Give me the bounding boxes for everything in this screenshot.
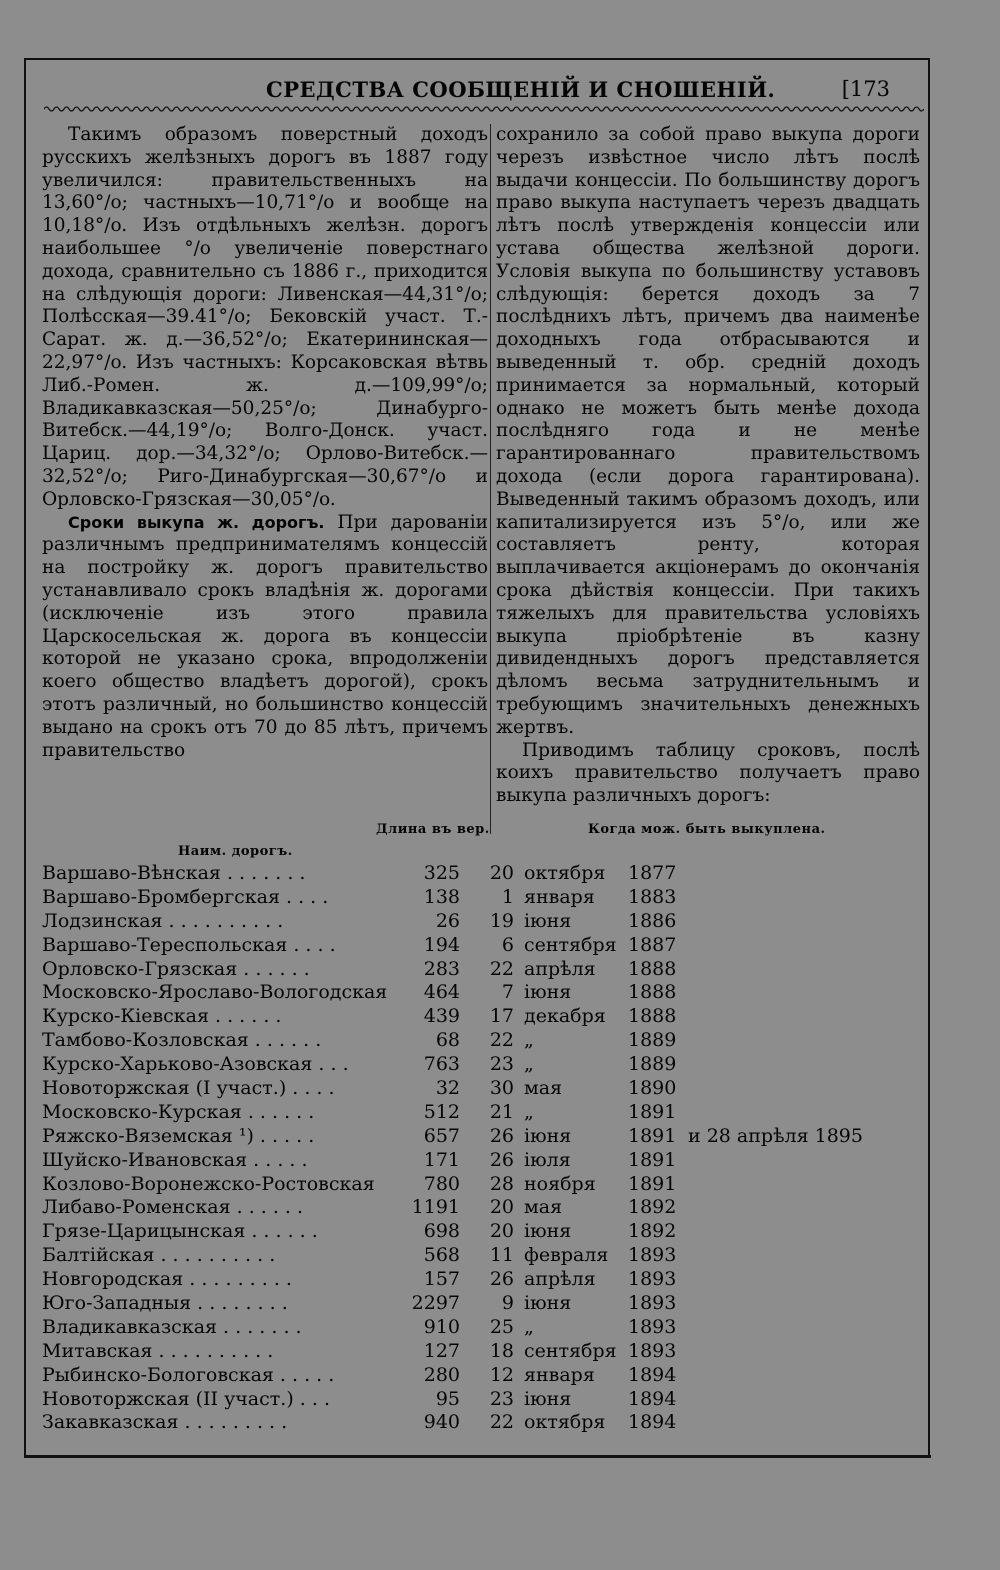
buyout-year: 1887 xyxy=(628,933,677,956)
buyout-day: 12 xyxy=(489,1363,514,1386)
table-row xyxy=(40,1316,920,1340)
railway-name: Юго-Западныя . . . . . . . . xyxy=(42,1292,288,1315)
table-row xyxy=(40,1364,920,1388)
table-header-name: Наим. дорогъ. xyxy=(178,844,293,859)
table-row xyxy=(40,1196,920,1220)
railway-length: 68 xyxy=(435,1029,460,1052)
buyout-note: и 28 апрѣля 1895 xyxy=(688,1124,863,1147)
bottom-rule xyxy=(25,1455,931,1458)
railway-name: Закавказская . . . . . . . . . xyxy=(42,1411,288,1434)
buyout-day: 22 xyxy=(489,957,514,980)
railway-length: 171 xyxy=(423,1148,460,1171)
section-heading: Сроки выкупа ж. дорогъ. xyxy=(68,512,325,532)
paragraph-revenue: Такимъ образомъ поверстный доходъ русскихъ желѣзныхъ дорогъ въ 1887 году увеличился: правительственныхъ на 13,60°/o; частныхъ—10,71°/o и вообще на 10,18°/o. Изъ отдѣльныхъ желѣзн. дорогъ наибольшее °/o увеличеніе поверстнаго дохода, сравнительно съ 1886 г., приходится на слѣдующія дороги: Ливенская—44,31°/o; Полѣсская—39.41°/o; Бековскій участ. Т.-Сарат. ж. д.—36,52°/o; Екатерининская—22,97°/o. Изъ частныхъ: Корсаковская вѣтвь Либ.-Ромен. ж. д.—109,99°/o; Владикавказская—50,25°/o; Динабурго-Витебск.—44,19°/o; Волго-Донск. участ. Цариц. дор.—34,32°/o; Орлово-Витебск.—32,52°/o; Риго-Динабургская—30,67°/o и Орловско-Грязская—30,05°/o. xyxy=(42,124,488,510)
buyout-month: октября xyxy=(524,1411,606,1434)
railway-length: 940 xyxy=(423,1411,460,1434)
table-row xyxy=(40,1340,920,1364)
paragraph-table-intro: Приводимъ таблицу сроковъ, послѣ коихъ правительство получаетъ право выкупа различныхъ дорогъ: xyxy=(496,739,920,807)
buyout-day: 20 xyxy=(489,1220,514,1243)
buyout-month: апрѣля xyxy=(524,957,596,980)
railway-length: 698 xyxy=(423,1220,460,1243)
buyout-year: 1892 xyxy=(628,1220,677,1243)
railway-name: Курско-Харьково-Азовская . . . xyxy=(42,1053,349,1076)
buyout-day: 19 xyxy=(489,909,514,932)
wavy-rule xyxy=(44,104,924,114)
document-page xyxy=(24,58,930,1458)
buyout-month: іюня xyxy=(524,1220,572,1243)
railway-name: Лодзинская . . . . . . . . . . xyxy=(42,909,284,932)
railway-length: 26 xyxy=(435,909,460,932)
railway-length: 439 xyxy=(423,1005,460,1028)
buyout-year: 1892 xyxy=(628,1196,677,1219)
buyout-year: 1891 xyxy=(628,1148,677,1171)
buyout-year: 1891 xyxy=(628,1124,677,1147)
buyout-month: сентября xyxy=(524,933,617,956)
table-row xyxy=(40,1220,920,1244)
table-row xyxy=(40,910,920,934)
railway-name: Новоторжская (I участ.) . . . . xyxy=(42,1077,335,1100)
buyout-day: 26 xyxy=(489,1268,514,1291)
buyout-day: 22 xyxy=(489,1029,514,1052)
buyout-year: 1894 xyxy=(628,1411,677,1434)
table-row xyxy=(40,1149,920,1173)
buyout-month: января xyxy=(524,1363,595,1386)
buyout-year: 1893 xyxy=(628,1244,677,1267)
railway-length: 194 xyxy=(423,933,460,956)
buyout-day: 23 xyxy=(489,1053,514,1076)
buyout-month: „ xyxy=(524,1053,534,1076)
buyout-month: „ xyxy=(524,1100,534,1123)
buyout-year: 1883 xyxy=(628,885,677,908)
railway-length: 1191 xyxy=(411,1196,460,1219)
railway-name: Варшаво-Бромбергская . . . . xyxy=(42,885,329,908)
railway-length: 32 xyxy=(435,1077,460,1100)
railway-name: Новгородская . . . . . . . . . xyxy=(42,1268,292,1291)
railway-length: 2297 xyxy=(411,1292,460,1315)
page-title: СРЕДСТВА СООБЩЕНІЙ И СНОШЕНІЙ. xyxy=(266,77,776,102)
railway-length: 138 xyxy=(423,885,460,908)
buyout-day: 23 xyxy=(489,1387,514,1410)
buyout-month: ноября xyxy=(524,1172,596,1195)
buyout-month: сентября xyxy=(524,1339,617,1362)
buyout-day: 28 xyxy=(489,1172,514,1195)
railway-length: 157 xyxy=(423,1268,460,1291)
railway-length: 568 xyxy=(423,1244,460,1267)
buyout-month: іюня xyxy=(524,1124,572,1147)
buyout-year: 1890 xyxy=(628,1077,677,1100)
table-row xyxy=(40,1292,920,1316)
buyout-month: декабря xyxy=(524,1005,606,1028)
table-row xyxy=(40,1005,920,1029)
railway-length: 280 xyxy=(423,1363,460,1386)
buyout-day: 18 xyxy=(489,1339,514,1362)
buyout-month: іюня xyxy=(524,909,572,932)
buyout-day: 26 xyxy=(489,1124,514,1147)
railway-length: 464 xyxy=(423,981,460,1004)
railway-length: 512 xyxy=(423,1100,460,1123)
railway-length: 127 xyxy=(423,1339,460,1362)
table-row xyxy=(40,934,920,958)
table-header-when: Когда мож. быть выкуплена. xyxy=(588,822,826,837)
railway-name: Варшаво-Тереспольская . . . . xyxy=(42,933,336,956)
table-row xyxy=(40,1411,920,1435)
railway-name: Рыбинско-Бологовская . . . . . xyxy=(42,1363,335,1386)
paragraph-body: При дарованіи различнымъ предпринимателямъ концессій на постройку ж. дорогъ правительство устанавливало срокъ владѣнія ж. дорогами (исключеніе изъ этого правила Царскосельская ж. дорога въ концессіи которой не указано срока, впродолженіи коего общество владѣетъ дорогой), срокъ этотъ различный, но большинство концессій выдано на срокъ отъ 70 до 85 лѣтъ, причемъ правительство xyxy=(42,511,488,761)
railway-name: Шуйско-Ивановская . . . . . xyxy=(42,1148,308,1171)
buyout-month: мая xyxy=(524,1196,563,1219)
railway-name: Московско-Курская . . . . . . xyxy=(42,1100,315,1123)
railway-name: Орловско-Грязская . . . . . . xyxy=(42,957,310,980)
table-row xyxy=(40,981,920,1005)
buyout-year: 1888 xyxy=(628,981,677,1004)
railway-name: Московско-Ярославо-Вологодская xyxy=(42,981,388,1004)
buyout-day: 22 xyxy=(489,1411,514,1434)
buyout-day: 9 xyxy=(501,1292,514,1315)
railway-length: 283 xyxy=(423,957,460,980)
railway-name: Грязе-Царицынская . . . . . . xyxy=(42,1220,318,1243)
buyout-month: мая xyxy=(524,1077,563,1100)
table-row xyxy=(40,862,920,886)
table-row xyxy=(40,1053,920,1077)
table-row xyxy=(40,1101,920,1125)
railway-length: 95 xyxy=(435,1387,460,1410)
buyout-year: 1886 xyxy=(628,909,677,932)
buyout-year: 1894 xyxy=(628,1363,677,1386)
buyout-month: іюня xyxy=(524,981,572,1004)
buyout-month: апрѣля xyxy=(524,1268,596,1291)
railway-name: Тамбово-Козловская . . . . . . xyxy=(42,1029,322,1052)
buyout-day: 7 xyxy=(501,981,514,1004)
buyout-day: 25 xyxy=(489,1315,514,1338)
table-row xyxy=(40,1268,920,1292)
railway-name: Ряжско-Вяземская ¹) . . . . . xyxy=(42,1124,315,1147)
table-row xyxy=(40,958,920,982)
paragraph-buyout-conditions: сохранило за собой право выкупа дороги черезъ извѣстное число лѣтъ послѣ выдачи концессіи. По большинству дорогъ право выкупа наступаетъ черезъ двадцать лѣтъ послѣ утвержденія концессіи или устава общества желѣзной дороги. Условія выкупа по большинству уставовъ слѣдующія: берется доходъ за 7 послѣднихъ лѣтъ, причемъ два наименѣе доходныхъ года отбрасываются и выведенный т. обр. средній доходъ принимается за нормальный, который однако не можетъ быть менѣе дохода послѣдняго года и не менѣе гарантированнаго правительствомъ дохода (если дорога гарантирована). Выведенный такимъ образомъ доходъ, или капитализируется изъ 5°/o, или же составляетъ ренту, которая выплачивается акціонерамъ до окончанія срока дѣйствія концессіи. При такихъ тяжелыхъ для правительства условіяхъ выкупа пріобрѣтеніе въ казну дивидендныхъ дорогъ представляется дѣломъ весьма затруднительнымъ и требующимъ значительныхъ денежныхъ жертвъ. xyxy=(496,124,920,738)
railway-buyout-table xyxy=(40,862,920,1435)
buyout-day: 26 xyxy=(489,1148,514,1171)
paragraph-buyout-terms xyxy=(42,512,488,763)
railway-name: Балтійская . . . . . . . . . . xyxy=(42,1244,276,1267)
buyout-year: 1893 xyxy=(628,1339,677,1362)
railway-name: Варшаво-Вѣнская . . . . . . . xyxy=(42,862,306,884)
buyout-year: 1889 xyxy=(628,1029,677,1052)
buyout-day: 1 xyxy=(501,885,514,908)
table-row xyxy=(40,1125,920,1149)
railway-length: 780 xyxy=(423,1172,460,1195)
buyout-month: „ xyxy=(524,1315,534,1338)
buyout-day: 20 xyxy=(489,1196,514,1219)
table-row xyxy=(40,886,920,910)
buyout-month: января xyxy=(524,885,595,908)
railway-name: Владикавказская . . . . . . . xyxy=(42,1315,302,1338)
buyout-year: 1888 xyxy=(628,957,677,980)
railway-name: Митавская . . . . . . . . . . xyxy=(42,1339,274,1362)
buyout-day: 30 xyxy=(489,1077,514,1100)
railway-name: Либаво-Роменская . . . . . . xyxy=(42,1196,304,1219)
railway-length: 910 xyxy=(423,1315,460,1338)
railway-name: Новоторжская (II участ.) . . . xyxy=(42,1387,330,1410)
buyout-day: 20 xyxy=(489,862,514,884)
page-number: [173 xyxy=(841,77,890,101)
buyout-year: 1893 xyxy=(628,1292,677,1315)
buyout-year: 1889 xyxy=(628,1053,677,1076)
buyout-day: 17 xyxy=(489,1005,514,1028)
railway-length: 657 xyxy=(423,1124,460,1147)
buyout-month: іюня xyxy=(524,1292,572,1315)
left-column xyxy=(42,124,488,762)
buyout-year: 1888 xyxy=(628,1005,677,1028)
table-header-length: Длина въ вер. xyxy=(376,822,490,837)
table-row xyxy=(40,1173,920,1197)
buyout-month: іюля xyxy=(524,1148,571,1171)
buyout-day: 21 xyxy=(489,1100,514,1123)
buyout-year: 1893 xyxy=(628,1315,677,1338)
buyout-month: іюня xyxy=(524,1387,572,1410)
table-row xyxy=(40,1388,920,1412)
table-row xyxy=(40,1029,920,1053)
buyout-day: 11 xyxy=(489,1244,514,1267)
railway-length: 325 xyxy=(423,862,460,884)
buyout-day: 6 xyxy=(501,933,514,956)
railway-name: Козлово-Воронежско-Ростовская xyxy=(42,1172,375,1195)
buyout-year: 1891 xyxy=(628,1100,677,1123)
buyout-year: 1894 xyxy=(628,1387,677,1410)
buyout-year: 1891 xyxy=(628,1172,677,1195)
buyout-year: 1877 xyxy=(628,862,677,884)
buyout-month: февраля xyxy=(524,1244,609,1267)
table-row xyxy=(40,1244,920,1268)
railway-length: 763 xyxy=(423,1053,460,1076)
buyout-year: 1893 xyxy=(628,1268,677,1291)
railway-name: Курско-Кіевская . . . . . . xyxy=(42,1005,282,1028)
right-column xyxy=(496,124,920,808)
table-row xyxy=(40,1077,920,1101)
column-divider xyxy=(490,124,491,834)
buyout-month: „ xyxy=(524,1029,534,1052)
buyout-month: октября xyxy=(524,862,606,884)
